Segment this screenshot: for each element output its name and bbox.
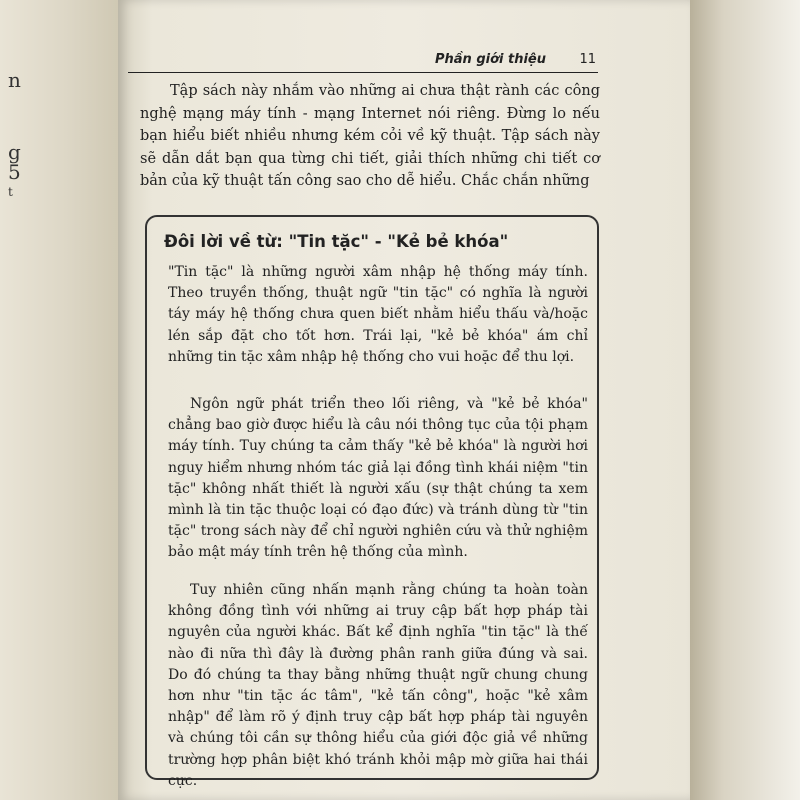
spine-letter: n xyxy=(8,68,21,92)
spine-letter: g xyxy=(8,140,21,164)
previous-page-edge xyxy=(0,0,120,800)
box-paragraph-3: Tuy nhiên cũng nhấn mạnh rằng chúng ta hoàn toàn không đồng tình với những ai truy cập bất hợp pháp tài nguyên của người khác. Bất kể định nghĩa "tin tặc" là thế nào đi nữa thì đây là đường phân ranh giữa đúng và sai. Do đó chúng ta thay bằng những thuật ngữ chung chung hơn như "tin tặc ác tâm", "kẻ tấn công", hoặc "kẻ xâm nhập" để làm rõ ý định truy cập bất hợp pháp tài nguyên và chúng tôi cần sự thông hiểu của giới độc giả về những trường hợp phân biệt khó tránh khỏi mập mờ giữa hai thái cực. xyxy=(168,582,588,789)
intro-paragraph: Tập sách này nhắm vào những ai chưa thật rành các công nghệ mạng máy tính - mạng Internet nói riêng. Đừng lo nếu bạn hiểu biết nhiều nhưng kém cỏi về kỹ thuật. Tập sách này sẽ dẫn dắt bạn qua từng chi tiết, giải thích những chi tiết cơ bản của kỹ thuật tấn công sao cho dễ hiểu. Chắc chắn những xyxy=(140,83,600,189)
running-header xyxy=(128,52,598,73)
spine-letter: 5 xyxy=(8,160,21,184)
page-edge-shadow xyxy=(690,0,800,800)
header-title: Phần giới thiệu xyxy=(434,52,546,67)
page-number: 11 xyxy=(579,52,596,67)
spine-letter: t xyxy=(8,185,13,199)
box-paragraph-2: Ngôn ngữ phát triển theo lối riêng, và "kẻ bẻ khóa" chẳng bao giờ được hiểu là câu nói thông tục của tội phạm máy tính. Tuy chúng ta cảm thấy "kẻ bẻ khóa" là người hơi nguy hiểm nhưng nhóm tác giả lại đồng tình khái niệm "tin tặc" không nhất thiết là người xấu (sự thật chúng ta xem mình là tin tặc thuộc loại có đạo đức) và tránh dùng từ "tin tặc" trong sách này để chỉ người nghiên cứu và thử nghiệm bảo mật máy tính trên hệ thống của mình. xyxy=(168,396,588,561)
box-paragraph-1: "Tin tặc" là những người xâm nhập hệ thống máy tính. Theo truyền thống, thuật ngữ "tin tặc" có nghĩa là người táy máy hệ thống chưa quen biết nhằm hiểu thấu và/hoặc lén sắp đặt cho tốt hơn. Trái lại, "kẻ bẻ khóa" ám chỉ những tin tặc xâm nhập hệ thống cho vui hoặc để thu lợi. xyxy=(168,264,588,365)
box-title: Đôi lời về từ: "Tin tặc" - "Kẻ bẻ khóa" xyxy=(164,232,509,251)
